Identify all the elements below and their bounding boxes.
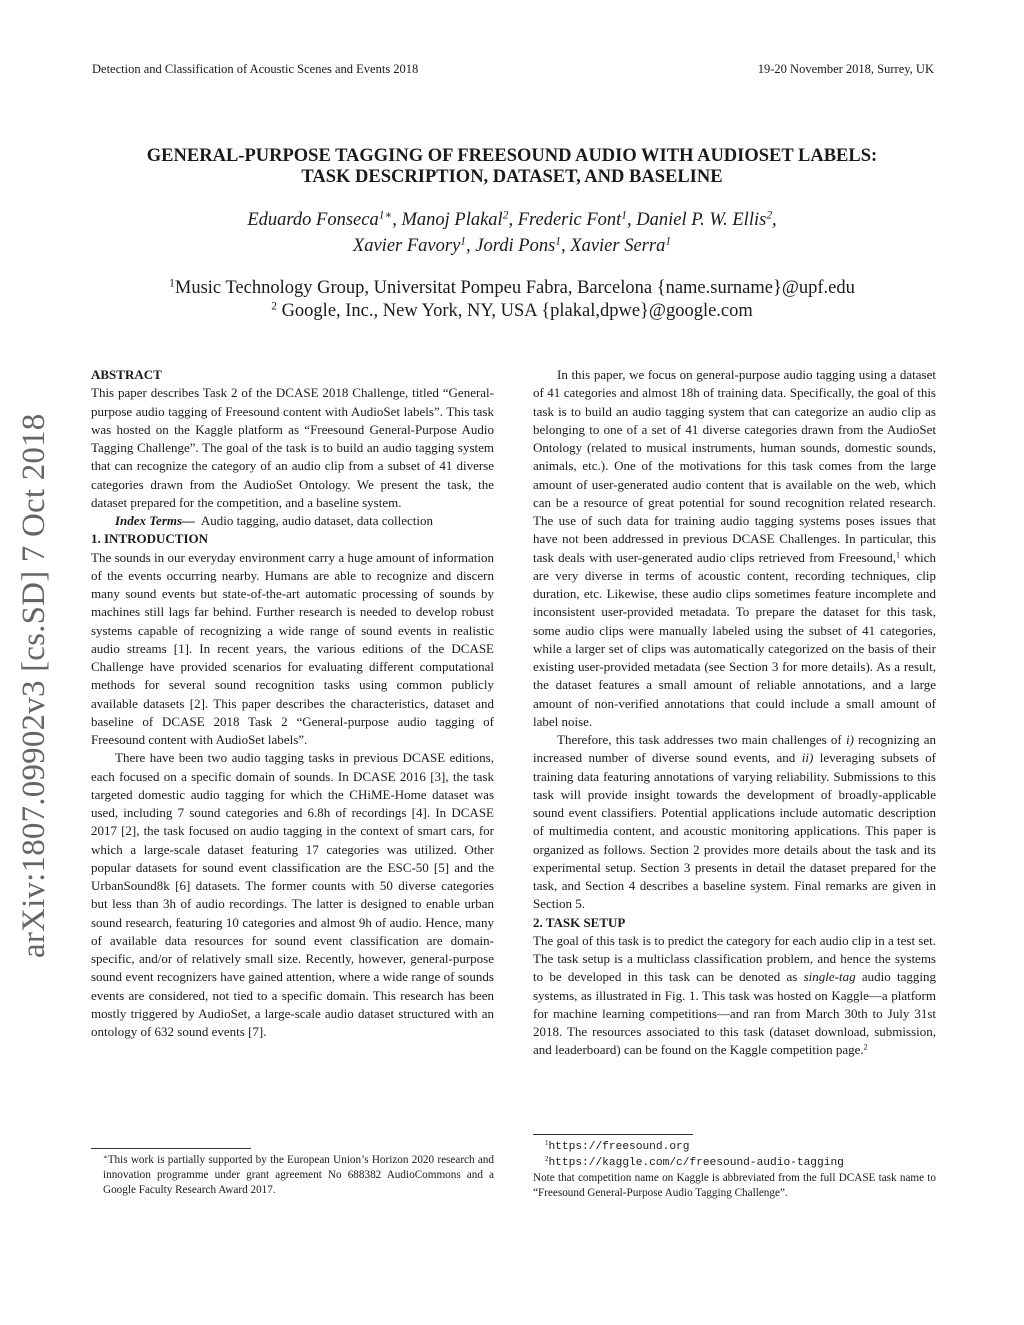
title-line-2: TASK DESCRIPTION, DATASET, AND BASELINE xyxy=(301,167,723,187)
funding-footnote-text: This work is partially supported by the European Union’s Horizon 2020 research and innovation programme under grant agreement No 688382 AudioCommons and a Google Faculty Research Award 2017. xyxy=(103,1154,494,1196)
affiliation-1 xyxy=(60,277,964,300)
affiliation-mark: 1 xyxy=(169,277,175,290)
intro-paragraph-4-part-c: leveraging subsets of training data featuring annotations of varying reliability. Submissions to this task will provide insight towards the development of broadly-applicable sound event classifiers. Potential applications include automatic description of multimedia content, and acoustic monitoring applications. This paper is organized as follows. Section 2 provides more details about the task and its experimental setup. Section 3 presents in detail the dataset prepared for the task, and Section 4 describes a baseline system. Final remarks are given in Section 5. xyxy=(533,750,936,912)
right-column xyxy=(533,366,936,1060)
author-affil-mark: 1 xyxy=(621,209,628,222)
affiliation-text: Music Technology Group, Universitat Pompeu Fabra, Barcelona {name.surname}@upf.edu xyxy=(174,278,855,298)
author-name: Daniel P. W. Ellis xyxy=(636,210,767,230)
index-terms-label: Index Terms— xyxy=(115,513,196,528)
section-heading-introduction: 1. INTRODUCTION xyxy=(91,531,209,547)
task-setup-emphasis: single-tag xyxy=(803,969,856,985)
task-setup-part-a: The goal of this task is to predict the category for each audio clip in a test set. The task setup is a multiclass classification problem, and hence the systems to be developed in this task can be denoted as xyxy=(533,932,936,985)
kaggle-url[interactable]: https://kaggle.com/c/freesound-audio-tagging xyxy=(548,1157,844,1169)
left-footnote-area xyxy=(91,1142,494,1198)
footnote-rule xyxy=(91,1148,251,1149)
footnote-mark: 2 xyxy=(545,1155,549,1164)
author-name: Xavier Serra xyxy=(570,236,666,256)
index-terms-text: Audio tagging, audio dataset, data collection xyxy=(200,513,433,528)
intro-paragraph-4-part-b: recognizing an increased number of diverse sound events, and xyxy=(533,732,936,766)
author-affil-mark: 1 xyxy=(555,235,562,248)
section-heading-task-setup: 2. TASK SETUP xyxy=(533,914,626,930)
footnote-ref-2: 2 xyxy=(863,1042,868,1052)
left-column xyxy=(91,366,494,1041)
affiliation-2 xyxy=(60,300,964,323)
author-list xyxy=(60,207,964,259)
footnote-1 xyxy=(533,1139,936,1155)
intro-paragraph-3-part-a: In this paper, we focus on general-purpose audio tagging using a dataset of 41 categories and almost 18h of training data. Specifically, the goal of this task is to build an audio tagging system that can categorize an audio clip as belonging to one of a set of 41 diverse categories drawn from the AudioSet Ontology (related to musical instruments, human sounds, domestic sounds, animals, etc.). One of the motivations for this task comes from the large amount of user-generated audio content that is available on the web, which can be a resource of great potential for sound recognition related research. The use of such data for training audio tagging systems poses issues that have not been addressed in previous DCASE Challenges. In particular, this task deals with user-generated audio clips retrieved from Freesound, xyxy=(533,367,936,565)
running-header-right: 19-20 November 2018, Surrey, UK xyxy=(757,62,934,76)
author-affil-mark: 1 xyxy=(460,235,467,248)
challenge-marker-i: i) xyxy=(845,732,854,747)
author-affil-mark: 2 xyxy=(766,209,773,222)
affiliations xyxy=(60,277,964,323)
author-name: Xavier Favory xyxy=(352,236,461,256)
intro-paragraph-3 xyxy=(533,366,936,731)
footnote-2 xyxy=(533,1155,936,1171)
footnote-mark: ∗ xyxy=(103,1153,108,1162)
running-header-left: Detection and Classification of Acoustic Scenes and Events 2018 xyxy=(92,62,419,76)
freesound-url[interactable]: https://freesound.org xyxy=(548,1141,690,1153)
task-setup-part-b: audio tagging systems, as illustrated in Fig. 1. This task was hosted on Kaggle—a platform for machine learning competitions—and ran from March 30th to July 31st 2018. The resources associated to this task (dataset download, submission, and leaderboard) can be found on the Kaggle competition page. xyxy=(533,969,936,1058)
abstract-text: This paper describes Task 2 of the DCASE 2018 Challenge, titled “General-purpose audio tagging of Freesound content with AudioSet labels”. This task was hosted on the Kaggle platform as “Freesound General-Purpose Audio Tagging Challenge”. The goal of the task is to build an audio tagging system that can recognize the category of an audio clip from a subset of 41 diverse categories drawn from the AudioSet Ontology. We present the task, the dataset prepared for the competition, and a baseline system. xyxy=(91,385,494,510)
author-affil-mark: 1∗ xyxy=(378,209,393,222)
author-affil-mark: 2 xyxy=(502,209,509,222)
index-terms xyxy=(91,512,494,530)
author-line-1: Eduardo Fonseca$^{1∗}$, Manoj Plakal$^2$, Frederic Font$^1$, Daniel P. W. Ellis$^2$, xyxy=(247,209,777,230)
paper-title xyxy=(60,146,964,188)
challenge-marker-ii: ii) xyxy=(801,750,814,766)
intro-paragraph-1: The sounds in our everyday environment carry a huge amount of information of the events occurring nearby. Humans are able to recognize and discern many sound events but state-of-the-art automatic processing of sounds by machines still lags far behind. Further research is needed to develop robust systems capable of recognizing a wide range of sound events in realistic audio streams [1]. In recent years, the various editions of the DCASE Challenge have provided scenarios for evaluating different computational methods for several sound recognition tasks using common publicly available datasets [2]. This paper describes the characteristics, dataset and baseline of DCASE 2018 Task 2 “General-purpose audio tagging of Freesound content with AudioSet labels”. xyxy=(91,549,494,747)
author-name: Jordi Pons xyxy=(475,236,556,256)
affiliation-mark: 2 xyxy=(271,300,277,313)
author-name: Frederic Font xyxy=(517,210,622,230)
affiliation-text: Google, Inc., New York, NY, USA {plakal,dpwe}@google.com xyxy=(281,301,753,321)
funding-footnote xyxy=(91,1153,494,1198)
author-line-2: Xavier Favory$^1$, Jordi Pons$^1$, Xavier Serra$^1$ xyxy=(352,235,672,256)
right-footnote-area xyxy=(533,1128,936,1201)
footnote-2-note: Note that competition name on Kaggle is abbreviated from the full DCASE task name to “Freesound General-Purpose Audio Tagging Challenge”. xyxy=(533,1172,936,1199)
author-name: Manoj Plakal xyxy=(401,210,503,230)
author-name: Eduardo Fonseca xyxy=(247,210,379,230)
intro-paragraph-2: There have been two audio tagging tasks in previous DCASE editions, each focused on a specific domain of sounds. In DCASE 2016 [3], the task targeted domestic audio tagging for which the CHiME-Home dataset was used, including 7 sound categories and 6.8h of recordings [4]. In DCASE 2017 [2], the task focused on audio tagging in the context of smart cars, for which a large-scale dataset featuring 17 categories was utilized. Other popular datasets for sound event classification are the ESC-50 [5] and the UrbanSound8k [6] datasets. The former counts with 50 diverse categories but less than 3h of audio recordings. The latter is designed to enable urban sound research, featuring 10 categories and almost 9h of audio. Hence, many of available data resources for sound event classification are domain-specific, and/or of relatively small size. Recently, however, general-purpose sound event recognizers have gained attention, where a wide range of sounds events are considered, not tied to a specific domain. This research has been mostly triggered by AudioSet, a large-scale audio dataset structured with an ontology of 632 sound events [7]. xyxy=(91,750,494,1039)
intro-paragraph-4-part-a: Therefore, this task addresses two main challenges of xyxy=(557,732,846,747)
footnote-rule xyxy=(533,1134,693,1135)
title-line-1: GENERAL-PURPOSE TAGGING OF FREESOUND AUDIO WITH AUDIOSET LABELS: xyxy=(146,146,878,166)
intro-paragraph-3-part-b: which are very diverse in terms of acoustic content, recording techniques, clip duration, etc. Likewise, these audio clips sometimes feature incomplete and inconsistent user-provided metadata. To prepare the dataset for this task, some audio clips were manually labeled using the subset of 41 categories, while a larger set of clips was automatically categorized on the basis of their existing user-provided metadata (see Section 3 for more details). As a result, the dataset features a small amount of reliable annotations, and a large amount of non-verified annotations that could include a small amount of label noise. xyxy=(533,549,936,729)
footnote-ref-1: 1 xyxy=(895,550,901,560)
arxiv-watermark: arXiv:1807.09902v3 [cs.SD] 7 Oct 2018 xyxy=(16,413,52,958)
intro-paragraph-4 xyxy=(533,731,936,914)
task-setup-paragraph xyxy=(533,932,936,1060)
footnote-mark: 1 xyxy=(545,1139,549,1148)
abstract-heading: ABSTRACT xyxy=(91,367,162,382)
author-affil-mark: 1 xyxy=(665,235,672,248)
